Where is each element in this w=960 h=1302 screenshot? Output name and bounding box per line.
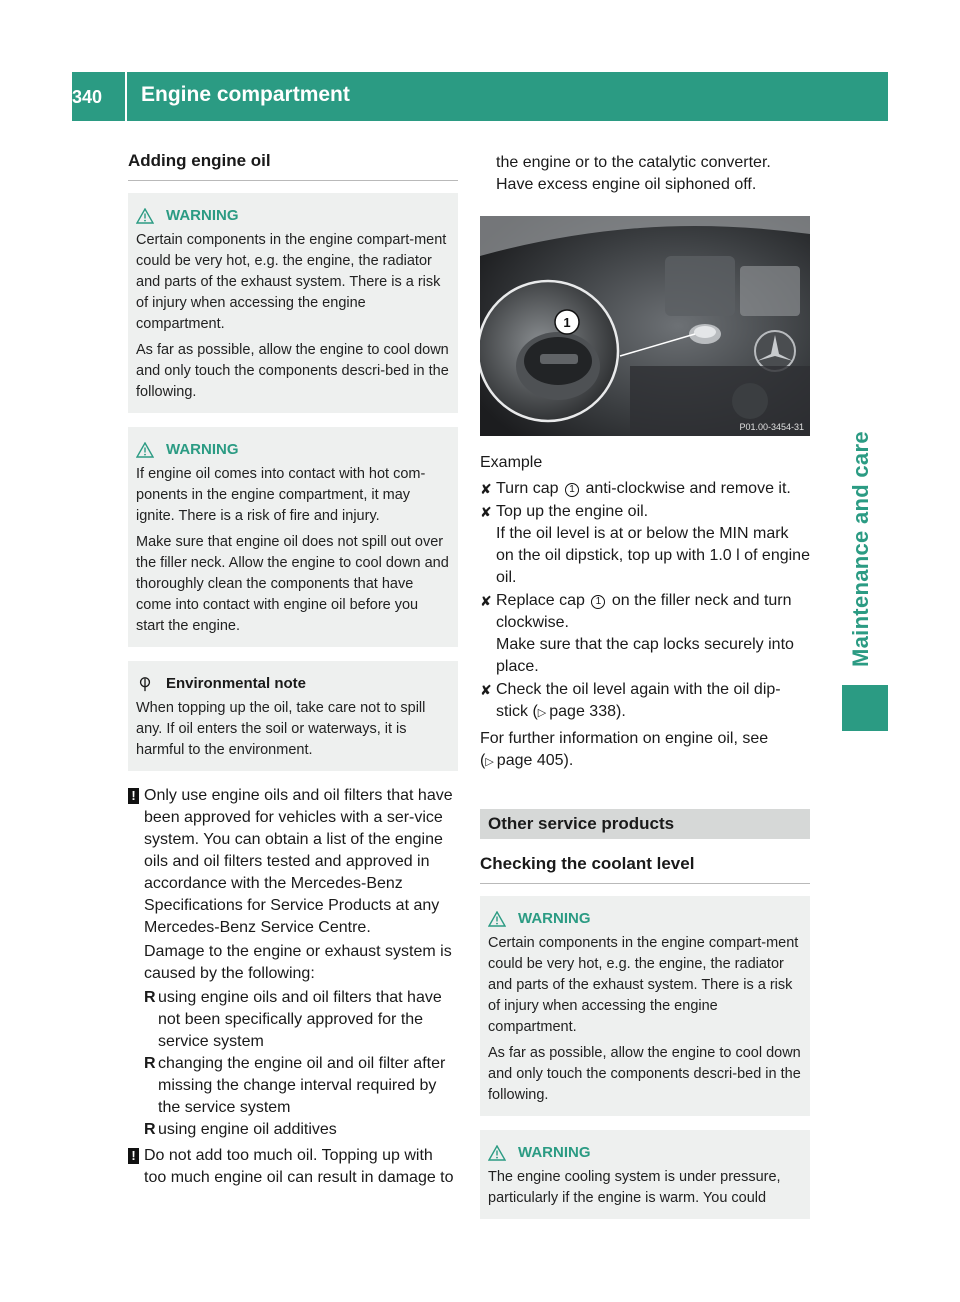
warning-box [128,427,458,647]
warning-title: WARNING [166,207,239,224]
instruction-step: ✘ Replace cap 1 on the filler neck and turn clockwise. Make sure that the cap locks securely into place. [480,592,794,675]
heading-adding-engine-oil: Adding engine oil [128,150,458,181]
warning-box [480,896,810,1116]
list-item: R using engine oils and oil filters that have not been specifically approved for the service system [144,989,442,1050]
notice-text: Damage to the engine or exhaust system is caused by the following: [144,943,452,982]
right-column [480,152,810,1233]
leaf-bulb-icon [136,676,154,692]
arrow-right-icon: ✘ [480,504,492,520]
instruction-step: ✘ Check the oil level again with the oil dip-stick (▷ page 338). [480,681,781,720]
notice-item [128,1145,458,1189]
warning-text: As far as possible, allow the engine to cool down and only touch the components descri-bed in the following. [488,1045,801,1103]
list-item: R changing the engine oil and oil filter after missing the change interval required by the service system [144,1055,446,1116]
warning-triangle-icon [488,1145,506,1161]
warning-title: WARNING [518,910,591,927]
further-info: For further information on engine oil, see (▷ page 405). [480,730,769,769]
page-reference-icon: ▷ [537,707,547,719]
warning-text: The engine cooling system is under pressure, particularly if the engine is warm. You could [488,1169,781,1206]
notice-item [128,785,458,1141]
side-tab-label: Maintenance and care [848,431,873,667]
left-column [128,150,458,1191]
environmental-note-title: Environmental note [166,675,307,692]
warning-box [128,193,458,413]
header-divider [125,72,127,121]
arrow-right-icon: ✘ [480,682,492,698]
callout-1-icon: 1 [565,483,579,497]
callout-1-icon: 1 [591,595,605,609]
engine-compartment-image [480,216,810,436]
page-number: 340 [72,87,103,107]
warning-text: Certain components in the engine compart-ment could be very hot, e.g. the engine, the radiator and parts of the exhaust system. There is a risk of injury when accessing the engine compartment. [136,232,447,332]
warning-box [480,1130,810,1219]
warning-title: WARNING [166,441,239,458]
list-item: R using engine oil additives [144,1121,337,1138]
notice-text: Only use engine oils and oil filters that have been approved for vehicles with a ser-vice system. You can obtain a list of the engine oils and oil filters tested and approved in accordance with the Mercedes-Benz Specifications for Service Products at any Mercedes-Benz Service Centre. [144,787,453,936]
heading-other-service-products: Other service products [480,809,810,839]
warning-text: As far as possible, allow the engine to cool down and only touch the components descri-bed in the following. [136,342,449,400]
engine-photo-graphic [480,216,810,436]
section-title: Engine compartment [141,83,350,106]
environmental-note-box [128,661,458,771]
page-reference[interactable]: page 338 [549,703,616,720]
arrow-right-icon: ✘ [480,481,492,497]
heading-checking-coolant-level: Checking the coolant level [480,853,810,884]
image-caption: Example [480,454,543,471]
callout-1-label: 1 [563,315,571,330]
arrow-right-icon: ✘ [480,593,492,609]
page-reference[interactable]: page 405 [496,752,564,769]
side-tab-marker [842,685,888,731]
notice-text: Do not add too much oil. Topping up with too much engine oil can result in damage to [144,1147,454,1186]
instruction-step: ✘ Turn cap 1 anti-clockwise and remove it. [480,478,810,500]
image-code: P01.00-3454-31 [739,422,804,432]
exclamation-icon: ! [128,1148,139,1164]
warning-triangle-icon [488,911,506,927]
warning-triangle-icon [136,208,154,224]
warning-text: Make sure that engine oil does not spill out over the filler neck. Allow the engine to cool down and thoroughly clean the components that have come into contact with engine oil before you start the engine. [136,534,449,634]
environmental-note-text: When topping up the oil, take care not to spill any. If oil enters the soil or waterways, it is harmful to the environment. [136,700,426,758]
warning-triangle-icon [136,442,154,458]
instruction-step: ✘ Top up the engine oil. If the oil level is at or below the MIN mark on the oil dipstick, top up with 1.0 l of engine oil. [480,503,810,586]
continued-text: the engine or to the catalytic converter. Have excess engine oil siphoned off. [496,154,771,193]
warning-text: If engine oil comes into contact with hot com-ponents in the engine compartment, it may ignite. There is a risk of fire and injury. [136,466,426,524]
warning-title: WARNING [518,1144,591,1161]
exclamation-icon: ! [128,788,139,804]
warning-text: Certain components in the engine compart-ment could be very hot, e.g. the engine, the radiator and parts of the exhaust system. There is a risk of injury when accessing the engine compartment. [488,935,799,1035]
page-reference-icon: ▷ [485,756,494,768]
